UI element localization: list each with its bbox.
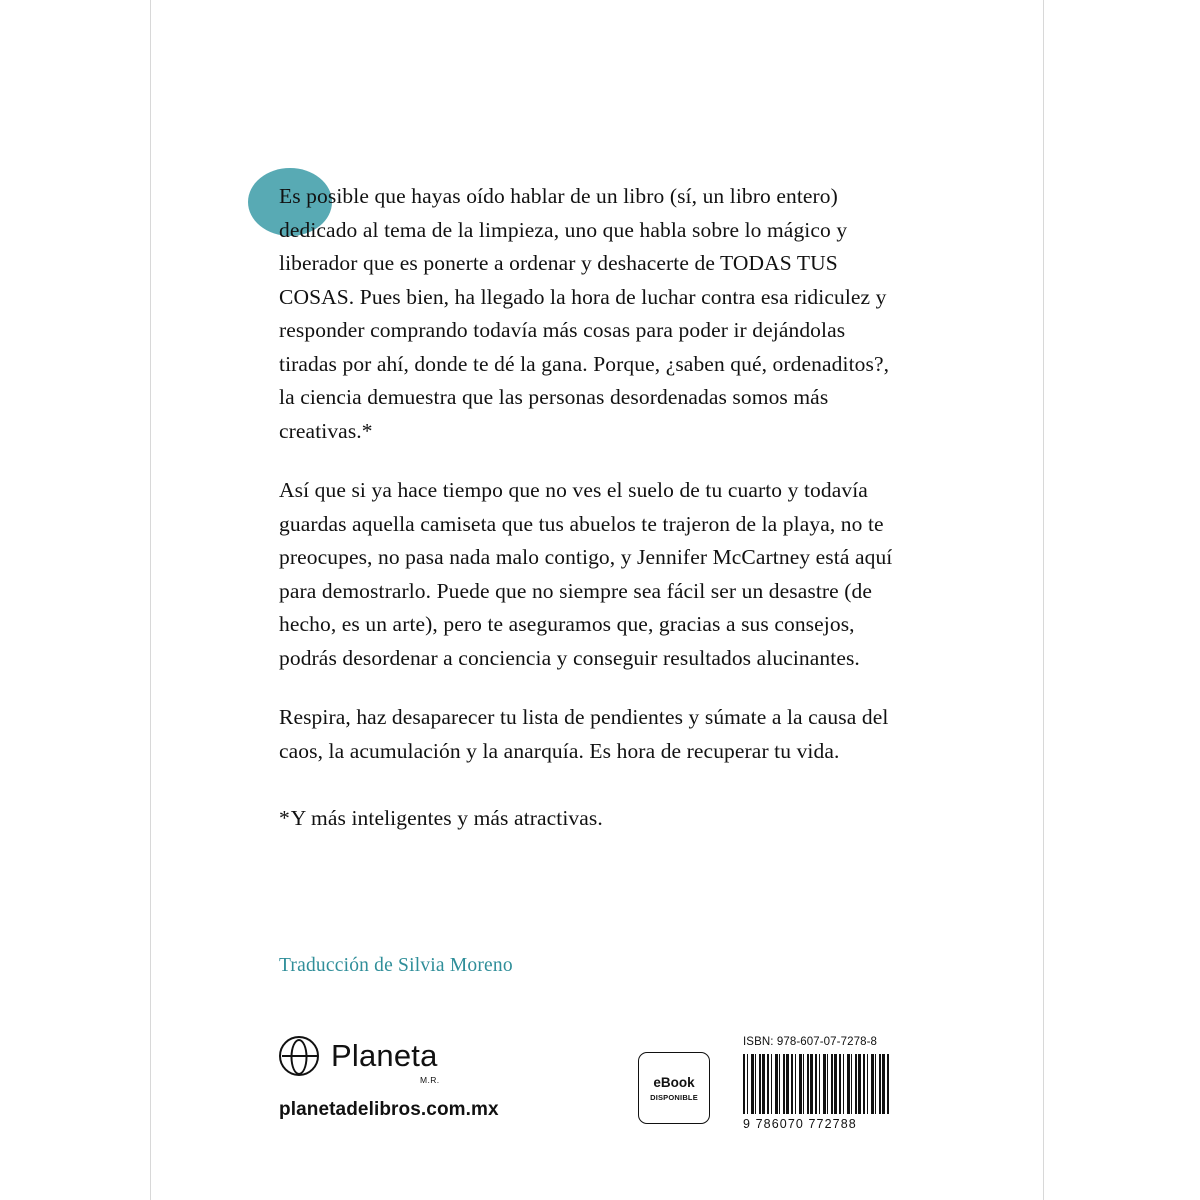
ebook-available-badge [638, 1052, 710, 1124]
publisher-website[interactable]: planetadelibros.com.mx [279, 1099, 499, 1120]
publisher-block [279, 1036, 579, 1121]
translator-credit: Traducción de Silvia Moreno [279, 955, 513, 976]
globe-icon [279, 1036, 319, 1076]
barcode-block [743, 1036, 891, 1131]
footnote-marker: * [279, 806, 291, 830]
cover-right-edge [1043, 0, 1044, 1200]
isbn-label: ISBN: 978-607-07-7278-8 [743, 1036, 877, 1048]
blurb-paragraph-2: Así que si ya hace tiempo que no ves el suelo de tu cuarto y todavía guardas aquella camiseta que tus abuelos te trajeron de la playa, no te preocupes, no pasa nada malo contigo, y Jennifer McCartney está aquí para demostrarlo. Puede que no siempre sea fácil ser un desastre (de hecho, es un arte), pero te aseguramos que, gracias a sus consejos, podrás desordenar a conciencia y conseguir resultados alucinantes. [279, 478, 893, 670]
ebook-badge-title: eBook [653, 1074, 695, 1090]
barcode-bars-icon [743, 1054, 889, 1114]
publisher-name-text: Planeta [331, 1038, 438, 1073]
footnote-text: Y más inteligentes y más atractivas. [290, 806, 603, 830]
cover-content [151, 0, 1043, 1200]
blurb-paragraph-1: Es posible que hayas oído hablar de un libro (sí, un libro entero) dedicado al tema de la limpieza, uno que habla sobre lo mágico y liberador que es ponerte a ordenar y deshacerte de TODAS TUS COSAS. Pues bien, ha llegado la hora de luchar contra esa ridiculez y responder comprando todavía más cosas para poder ir dejándolas tiradas por ahí, donde te dé la gana. Porque, ¿saben qué, ordenaditos?, la ciencia demuestra que las personas desordenadas somos más creativas.* [279, 184, 890, 443]
blurb-paragraph-3: Respira, haz desaparecer tu lista de pendientes y súmate a la causa del caos, la acumulación y la anarquía. Es hora de recuperar tu vida. [279, 705, 889, 763]
publisher-logo-row [279, 1036, 579, 1085]
footnote-line [279, 802, 901, 836]
blurb-text-block [279, 180, 901, 836]
publisher-name [331, 1038, 440, 1085]
ebook-badge-subtitle: DISPONIBLE [650, 1092, 698, 1102]
trademark-mark: M.R. [420, 1075, 440, 1085]
barcode-digits: 9 786070 772788 [743, 1117, 857, 1131]
